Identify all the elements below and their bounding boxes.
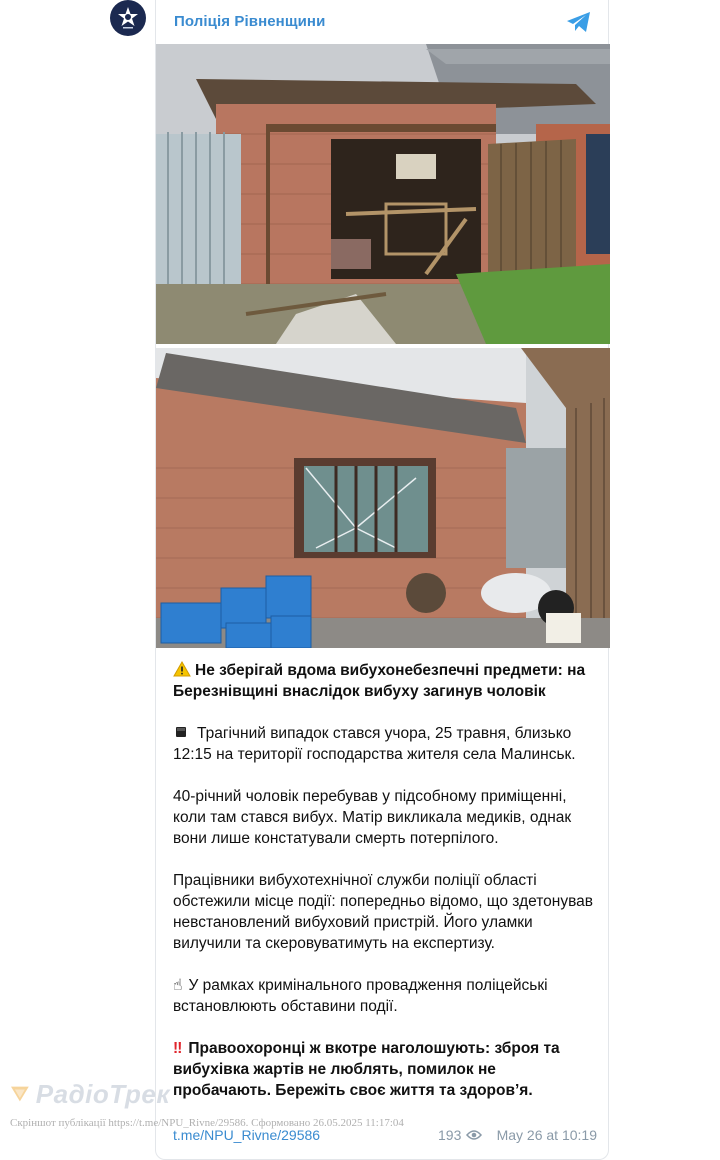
- telegram-icon[interactable]: [566, 11, 592, 33]
- watermark-brand: РадіоТрек: [35, 1078, 170, 1109]
- eye-icon: [466, 1129, 482, 1141]
- post-card: [155, 0, 609, 1160]
- views-count: 193: [438, 1127, 462, 1143]
- post-paragraph-4: ☝ У рамках кримінального провадження поліцейські встановлюють обставини події.: [173, 977, 548, 1015]
- post-paragraph-5: ‼ Правоохоронці ж вкотре наголошують: зброя та вибухівка жартів не люблять, помилок не пробачають. Бережіть своє життя та здоров’я.: [173, 1040, 560, 1099]
- post-date[interactable]: May 26 at 10:19: [496, 1127, 597, 1143]
- post-photo-1[interactable]: [156, 44, 610, 344]
- black-square-icon: [173, 725, 189, 739]
- radiotrek-watermark: [10, 1074, 170, 1114]
- double-exclamation-icon: ‼: [173, 1040, 183, 1057]
- post-link[interactable]: t.me/NPU_Rivne/29586: [173, 1127, 321, 1143]
- screenshot-caption: Скріншот публікації https://t.me/NPU_Rivne/29586. Сформовано 26.05.2025 11:17:04: [10, 1117, 404, 1129]
- shed-door-photo: [156, 44, 610, 344]
- post-header: [174, 13, 594, 33]
- post-photo-2[interactable]: [156, 348, 610, 648]
- broken-window-photo: [156, 348, 610, 648]
- channel-avatar[interactable]: [110, 0, 146, 36]
- warning-icon: [173, 661, 191, 677]
- post-paragraph-1: Трагічний випадок стався учора, 25 травня, близько 12:15 на території господарства жителя села Малинськ.: [173, 725, 576, 763]
- post-title-text: Не зберігай вдома вибухонебезпечні предмети: на Березнівщині внаслідок вибуху загинув чоловік: [173, 662, 586, 700]
- post-title: [173, 660, 597, 702]
- channel-name[interactable]: Поліція Рівненщини: [174, 13, 326, 30]
- post-paragraph-2: 40-річний чоловік перебував у підсобному приміщенні, коли там стався вибух. Матір викликала медиків, однак вони лише констатували смерть потерпілого.: [173, 788, 572, 847]
- post-footer: [173, 1127, 597, 1145]
- radiotrek-logo-icon: [10, 1077, 30, 1111]
- police-emblem-icon: [115, 5, 141, 31]
- post-paragraph-3: Працівники вибухотехнічної служби поліції області обстежили місце події: попередньо відомо, що здетонував невстановлений вибуховий пристрій. Його уламки вилучили та скеровуватимуть на експертизу.: [173, 872, 593, 952]
- pointing-up-icon: ☝: [173, 977, 183, 994]
- post-text: [173, 660, 597, 1122]
